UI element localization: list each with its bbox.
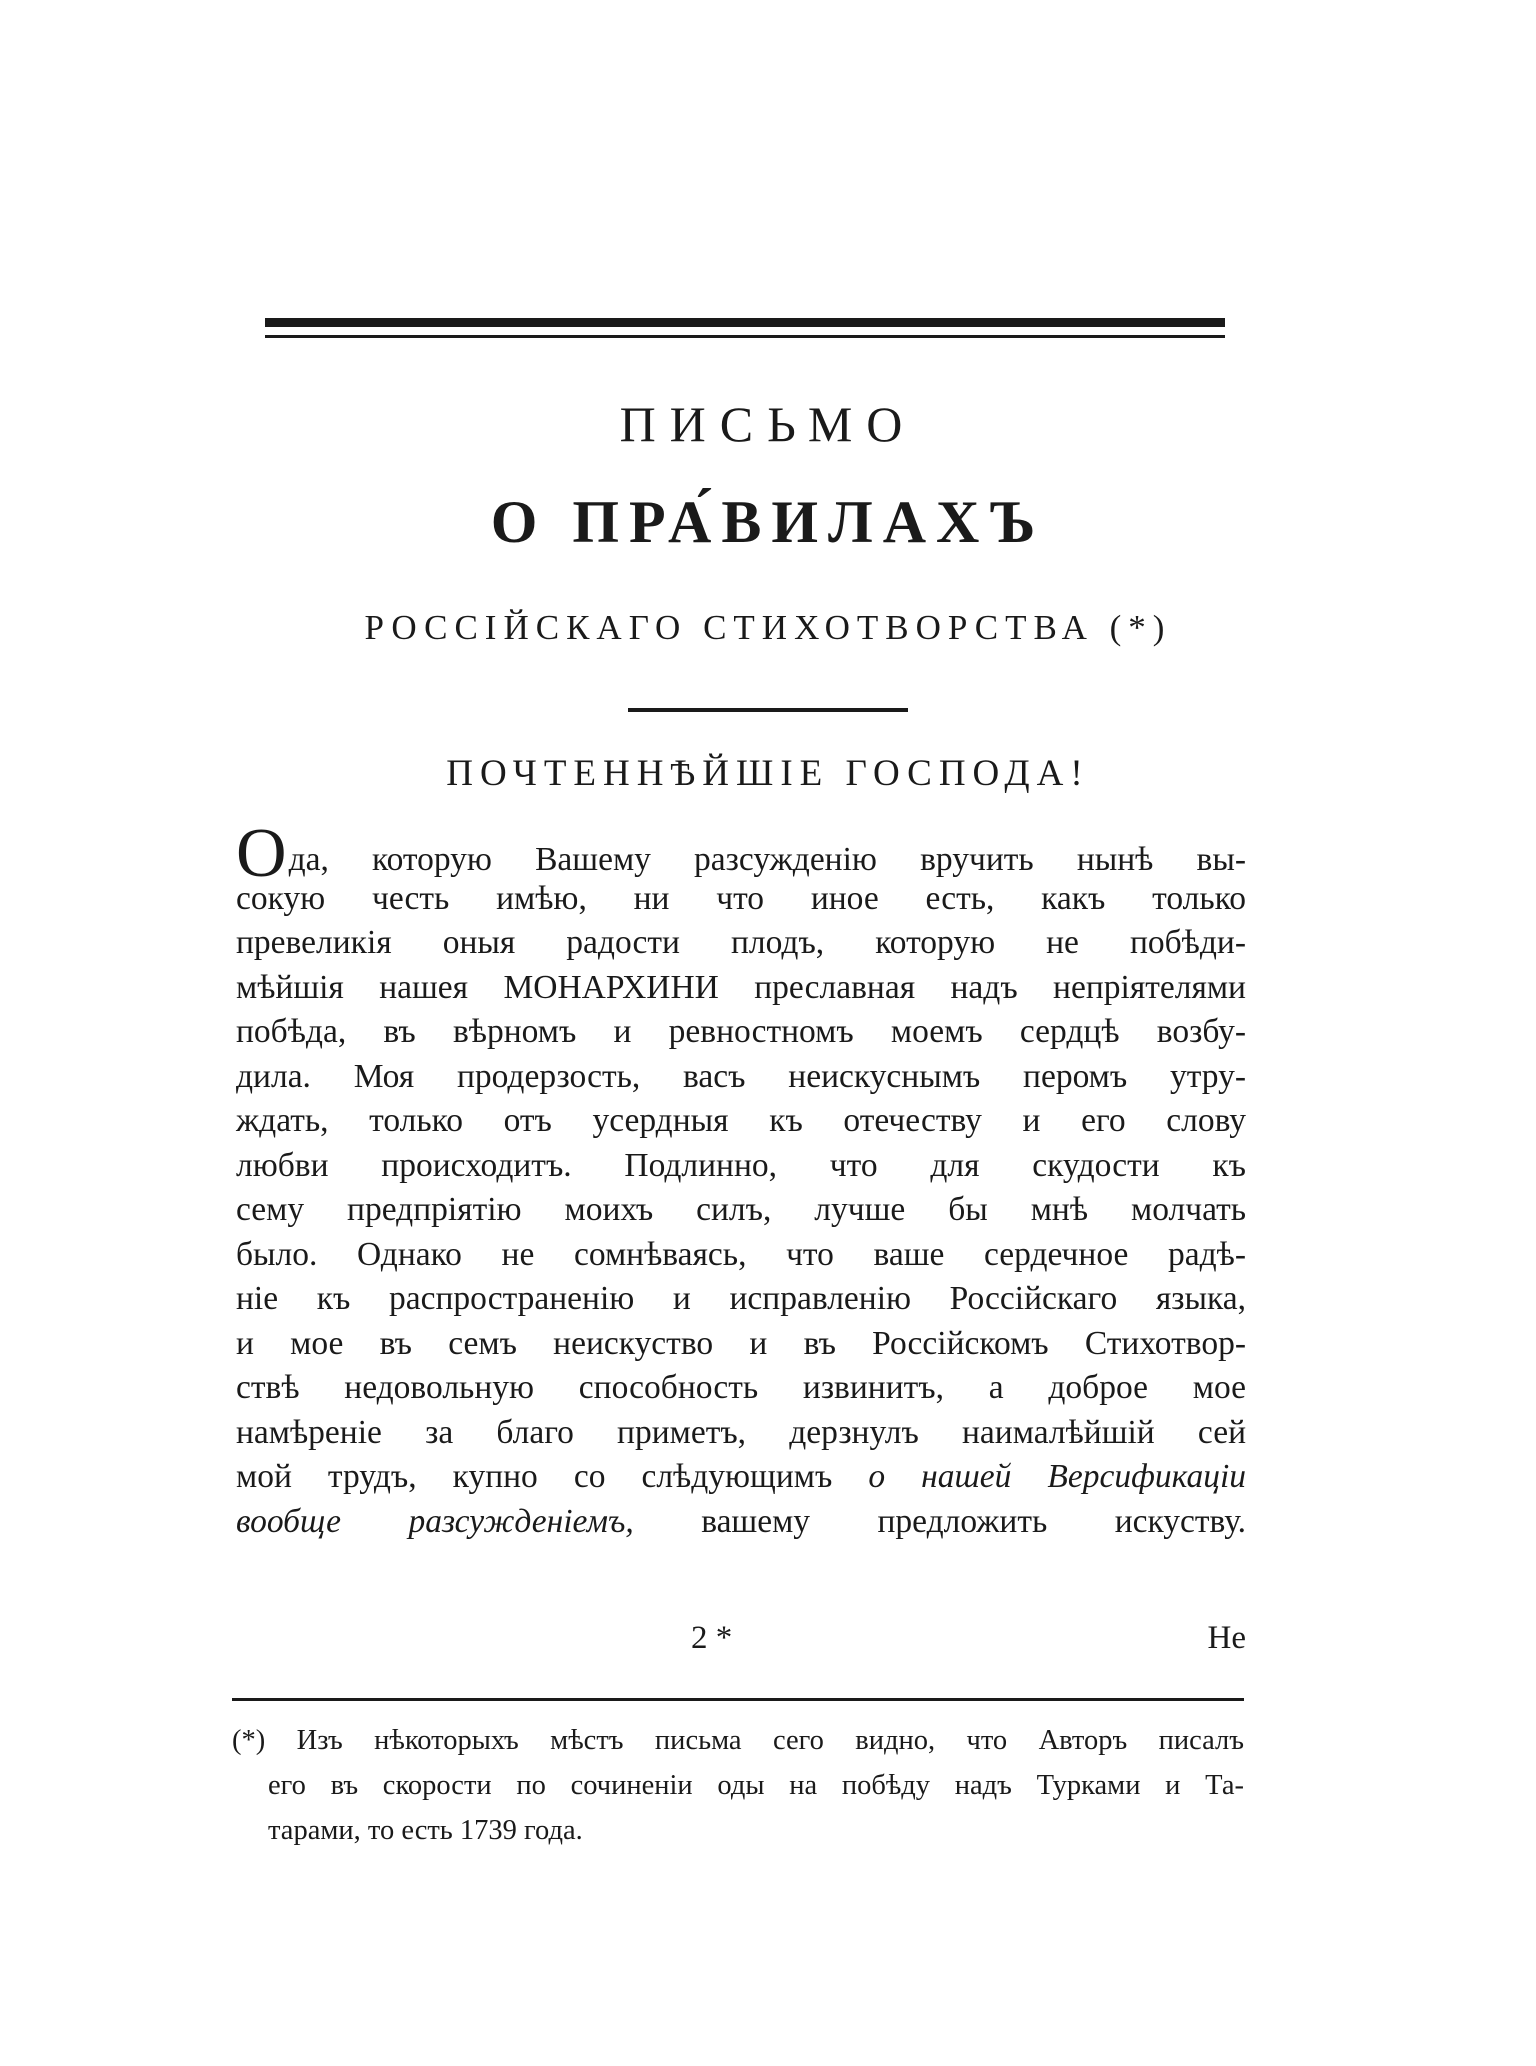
footnote-line: его въ скорости по сочиненіи оды на побѣду надъ Турками и Та-: [268, 1770, 1244, 1801]
title-line-3: РОССІЙСКАГО СТИХОТВОРСТВА (*): [364, 608, 1172, 647]
title-divider-rule: [628, 708, 908, 712]
body-line: ствѣ недовольную способность извинитъ, а доброе мое: [236, 1369, 1246, 1406]
page-foot-line: [236, 1620, 1246, 1664]
italic-phrase: о нашей Версификаціи: [868, 1458, 1246, 1495]
footnote-rule: [232, 1698, 1244, 1701]
body-line: и мое въ семъ неискуство и въ Россійскомъ Стихотвор-: [236, 1324, 1246, 1362]
italic-phrase: вообще разсужденіемъ,: [236, 1502, 634, 1540]
body-line-text: мой трудъ, купно со слѣдующимъ: [236, 1458, 833, 1495]
body-line: побѣда, въ вѣрномъ и ревностномъ моемъ сердцѣ возбу-: [236, 1013, 1246, 1050]
header-ornament-rule: [265, 318, 1225, 327]
signature-mark: 2 *: [691, 1620, 733, 1656]
body-line: дила. Моя продерзость, васъ неискуснымъ перомъ утру-: [236, 1057, 1246, 1095]
footnote: [232, 1718, 1244, 1853]
body-line: ніе къ распространенію и исправленію Россійскаго языка,: [236, 1280, 1246, 1317]
footnote-line: тарами, то есть 1739 года.: [268, 1815, 583, 1846]
body-line-text: да, которую Вашему разсужденію вручить нынѣ вы-: [288, 841, 1246, 878]
body-line: превеликія оныя радости плодъ, которую не побѣди-: [236, 924, 1246, 961]
body-line: мѣйшія нашея МОНАРХИНИ преславная надъ непріятелями: [236, 968, 1246, 1006]
body-line: сокую честь имѣю, ни что иное есть, какъ только: [236, 879, 1246, 917]
body-line: [236, 1500, 1246, 1545]
title-line-1: ПИСЬМО: [619, 396, 917, 452]
body-line: [236, 1455, 1246, 1500]
footnote-line: (*) Изъ нѣкоторыхъ мѣстъ письма сего видно, что Авторъ писалъ: [232, 1725, 1244, 1756]
body-line-text: вашему предложить искуству.: [701, 1502, 1247, 1540]
body-line: было. Однако не сомнѣваясь, что ваше сердечное радѣ-: [236, 1235, 1246, 1273]
drop-cap: О: [236, 815, 287, 892]
title-line-2: О ПРА́ВИЛАХЪ: [490, 489, 1046, 555]
salutation: ПОЧТЕННѢЙШІЕ ГОСПОДА!: [446, 753, 1090, 794]
body-line: сему предпріятію моихъ силъ, лучше бы мнѣ молчать: [236, 1191, 1246, 1228]
body-paragraph: [236, 815, 1247, 1544]
body-line: ждать, только отъ усердныя къ отечеству и его слову: [236, 1102, 1246, 1139]
header-rule-thin: [265, 335, 1225, 338]
body-line: любви происходитъ. Подлинно, что для скудости къ: [236, 1146, 1246, 1184]
body-line: намѣреніе за благо приметъ, дерзнулъ наималѣйшій сей: [236, 1413, 1246, 1451]
catchword: Не: [1207, 1620, 1246, 1656]
body-line: [236, 815, 1246, 892]
